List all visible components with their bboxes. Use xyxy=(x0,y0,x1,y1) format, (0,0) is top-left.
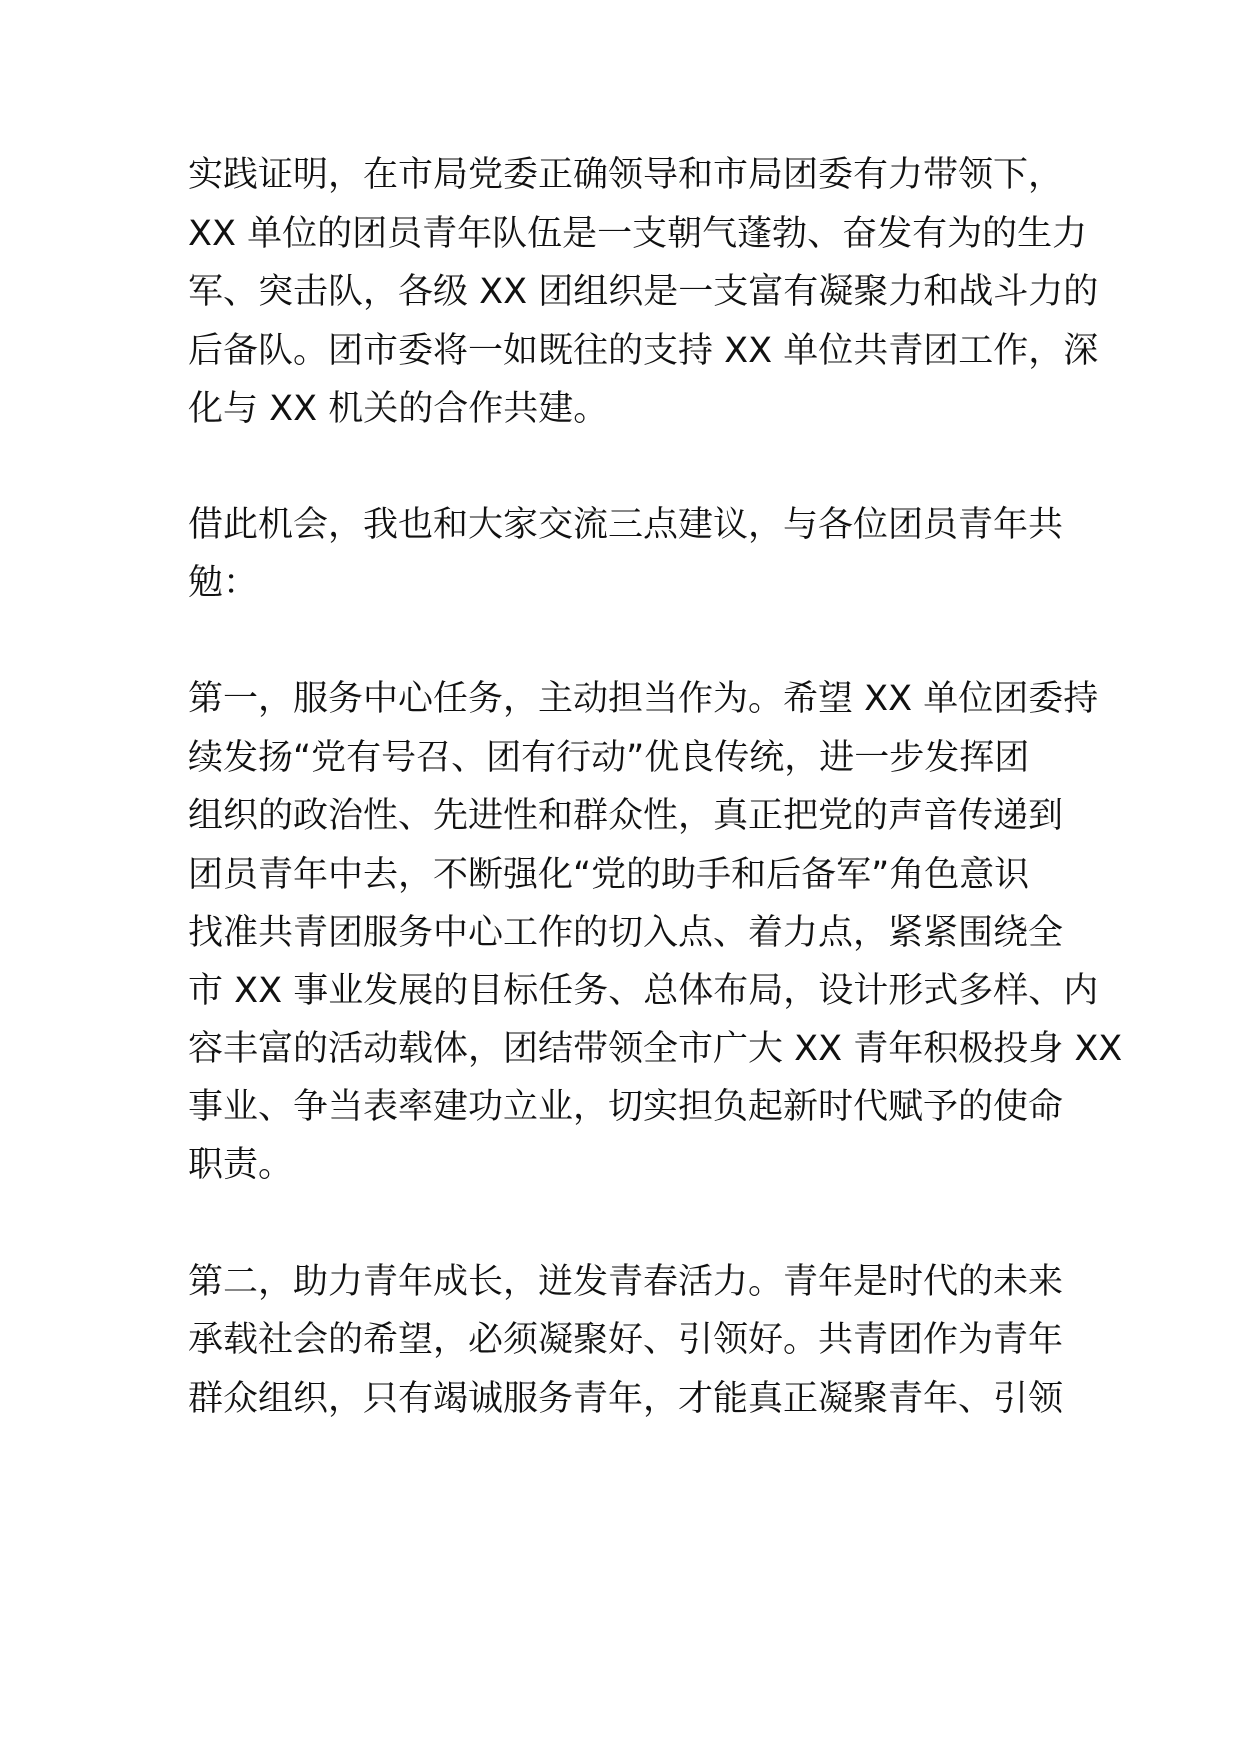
paragraph-1-line-3: 军、突击队，各级 XX 团组织是一支富有凝聚力和战斗力的 xyxy=(188,272,1099,312)
paragraph-1-line-5: 化与 XX 机关的合作共建。 xyxy=(188,389,609,429)
paragraph-3-line-1: 第一，服务中心任务，主动担当作为。希望 XX 单位团委持 xyxy=(188,679,1099,719)
paragraph-3-line-5: 找准共青团服务中心工作的切入点、着力点，紧紧围绕全 xyxy=(188,913,1064,953)
paragraph-2-line-1: 借此机会，我也和大家交流三点建议，与各位团员青年共 xyxy=(188,505,1064,545)
paragraph-3-line-8: 事业、争当表率建功立业，切实担负起新时代赋予的使命 xyxy=(188,1087,1064,1127)
paragraph-1-line-4: 后备队。团市委将一如既往的支持 XX 单位共青团工作，深 xyxy=(188,331,1099,371)
paragraph-4-line-1: 第二，助力青年成长，迸发青春活力。青年是时代的未来 xyxy=(188,1262,1064,1302)
paragraph-3-line-6: 市 XX 事业发展的目标任务、总体布局，设计形式多样、内 xyxy=(188,971,1099,1011)
paragraph-3-line-4: 团员青年中去，不断强化“党的助手和后备军”角色意识 xyxy=(188,855,1030,895)
paragraph-3-line-7: 容丰富的活动载体，团结带领全市广大 XX 青年积极投身 XX xyxy=(188,1029,1123,1069)
paragraph-1-line-1: 实践证明，在市局党委正确领导和市局团委有力带领下， xyxy=(188,155,1064,195)
paragraph-2-line-2: 勉： xyxy=(188,563,259,603)
paragraph-3-line-3: 组织的政治性、先进性和群众性，真正把党的声音传递到 xyxy=(188,796,1064,836)
paragraph-1-line-2: XX 单位的团员青年队伍是一支朝气蓬勃、奋发有为的生力 xyxy=(188,214,1088,254)
paragraph-3-line-2: 续发扬“党有号召、团有行动”优良传统，进一步发挥团 xyxy=(188,738,1030,778)
paragraph-4-line-2: 承载社会的希望，必须凝聚好、引领好。共青团作为青年 xyxy=(188,1320,1064,1360)
paragraph-3-line-9: 职责。 xyxy=(188,1145,294,1185)
paragraph-4-line-3: 群众组织，只有竭诚服务青年，才能真正凝聚青年、引领 xyxy=(188,1379,1064,1419)
